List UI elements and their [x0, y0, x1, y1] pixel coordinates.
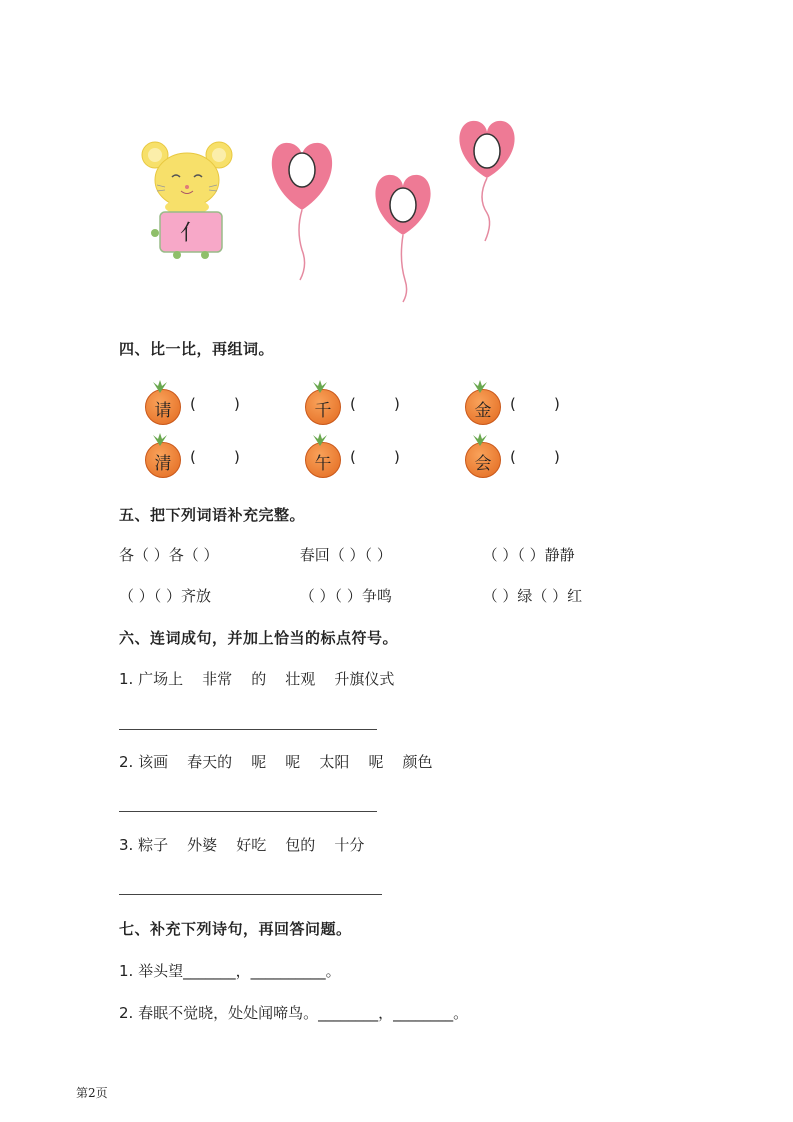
answer-line-3 — [119, 894, 382, 895]
poem-question-2: 2. 春眠不觉晓，处处闻啼鸟。________，________。 — [119, 1004, 469, 1022]
leaf-icon — [309, 380, 331, 394]
idiom-item: 各（ ）各（ ） — [119, 546, 219, 564]
fruit-char-item — [145, 389, 181, 425]
heart-balloon-icon — [459, 121, 514, 241]
section4-heading: 四、比一比，再组词。 — [119, 340, 275, 358]
section6-heading: 六、连词成句，并加上恰当的标点符号。 — [119, 629, 399, 647]
fruit-char-item — [145, 442, 181, 478]
compose-word-blank: ( ) — [510, 448, 560, 466]
idiom-row-1 — [119, 544, 575, 565]
idiom-row-2 — [119, 585, 582, 606]
idiom-item: （ ）（ ）争鸣 — [299, 587, 392, 605]
idiom-item: 春回（ ）（ ） — [299, 546, 392, 564]
compose-word-blank: ( ) — [350, 395, 400, 413]
answer-line-2 — [119, 811, 377, 812]
compose-word-blank: ( ) — [190, 395, 240, 413]
idiom-item: （ ）（ ）齐放 — [119, 587, 212, 605]
leaf-icon — [469, 380, 491, 394]
fruit-char: 请 — [154, 401, 172, 421]
fruit-char: 会 — [474, 454, 492, 474]
fruit-char: 清 — [154, 454, 172, 474]
illustration — [135, 115, 535, 305]
section7-heading: 七、补充下列诗句，再回答问题。 — [119, 920, 352, 938]
mouse-card-char: 亻 — [180, 221, 203, 246]
sentence-question-3: 3. 粽子 外婆 好吃 包的 十分 — [119, 836, 365, 854]
heart-balloon-icon — [272, 143, 332, 280]
compose-word-blank: ( ) — [190, 448, 240, 466]
poem-question-1: 1. 举头望_______，__________。 — [119, 962, 341, 980]
compose-word-blank: ( ) — [510, 395, 560, 413]
compose-word-blank: ( ) — [350, 448, 400, 466]
fruit-char-item — [465, 389, 501, 425]
sentence-question-1: 1. 广场上 非常 的 壮观 升旗仪式 — [119, 670, 395, 688]
idiom-item: （ ）绿（ ）红 — [482, 587, 583, 605]
page-number: 第2页 — [76, 1086, 108, 1100]
fruit-char: 午 — [314, 454, 332, 474]
section5-heading: 五、把下列词语补充完整。 — [119, 506, 306, 524]
leaf-icon — [149, 380, 171, 394]
answer-line-1 — [119, 729, 377, 730]
leaf-icon — [149, 433, 171, 447]
fruit-char-item — [465, 442, 501, 478]
fruit-char: 千 — [314, 401, 332, 421]
fruit-char-item — [305, 389, 341, 425]
heart-balloon-icon — [375, 175, 430, 302]
fruit-char: 金 — [474, 401, 492, 421]
leaf-icon — [469, 433, 491, 447]
sentence-question-2: 2. 该画 春天的 呢 呢 太阳 呢 颜色 — [119, 753, 433, 771]
fruit-char-item — [305, 442, 341, 478]
idiom-item: （ ）（ ）静静 — [482, 546, 575, 564]
mouse-balloons-illustration — [135, 115, 535, 305]
leaf-icon — [309, 433, 331, 447]
